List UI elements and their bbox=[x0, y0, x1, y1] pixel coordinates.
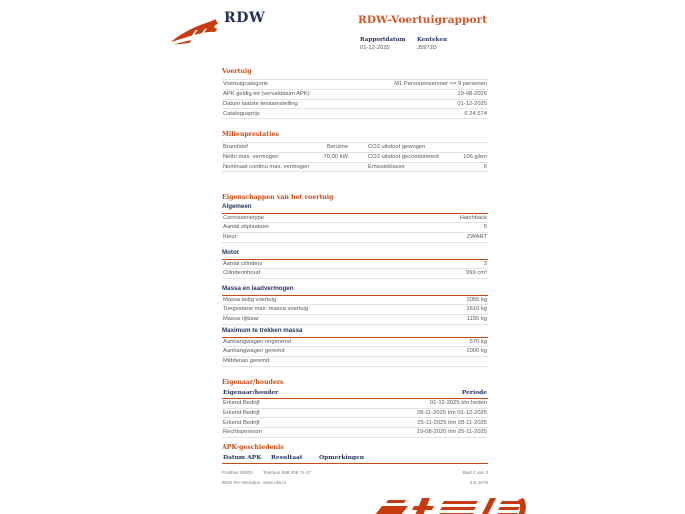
owner-cell: Erkend Bedrijf bbox=[223, 419, 260, 426]
row-label: Cilinderinhoud bbox=[223, 270, 261, 277]
footer-line bbox=[222, 468, 488, 478]
row-label: Netto max. vermogen bbox=[223, 153, 279, 160]
rdw-logo-icon bbox=[170, 17, 222, 45]
row-label: Toegestane max. massa voertuig bbox=[223, 306, 309, 313]
table-row bbox=[222, 223, 488, 233]
row-value: 106 g/km bbox=[463, 153, 487, 160]
trekken-table bbox=[222, 338, 488, 367]
row-value: 1000 kg bbox=[466, 348, 487, 355]
section-apk bbox=[222, 444, 488, 464]
footer-page-indicator: Blad 2 van 3 bbox=[462, 470, 488, 475]
row-value: M1 Personenvervoer <= 9 personen bbox=[394, 81, 487, 88]
column-header-remarks: Opmerkingen bbox=[319, 454, 365, 462]
row-label: Brandstof bbox=[223, 144, 248, 151]
row-label: Aanhangwagen geremd bbox=[223, 348, 285, 355]
section-heading: APK-geschiedenis bbox=[222, 444, 284, 451]
massa-table bbox=[222, 296, 488, 325]
row-label: Carrosserietype bbox=[223, 214, 264, 221]
table-row bbox=[222, 399, 488, 409]
column-header-owner: Eigenaar/houder bbox=[223, 389, 279, 397]
milieu-table bbox=[222, 142, 488, 172]
row-label: Datum laatste tenaamstelling bbox=[223, 100, 298, 107]
report-date-label: Rapportdatum bbox=[360, 37, 406, 43]
report-date-value: 01-12-2025 bbox=[360, 44, 390, 51]
table-row bbox=[222, 233, 488, 243]
table-row bbox=[222, 418, 488, 428]
column-header-result: Resultaat bbox=[271, 454, 303, 462]
row-label: Aanhangwagen ongeremd bbox=[223, 338, 292, 345]
table-row bbox=[222, 357, 488, 367]
table-row bbox=[222, 90, 488, 100]
footer-line bbox=[222, 478, 488, 488]
row-label: APK geldig tot (vervaldatum APK) bbox=[223, 90, 310, 97]
rdw-speed-stripes-icon bbox=[374, 496, 527, 514]
period-cell: 01-12-2025 t/m heden bbox=[429, 399, 487, 406]
footer-address-line1: Postbus 30000 bbox=[222, 470, 253, 475]
row-value: Benzine bbox=[327, 144, 348, 151]
subsection-heading: Motor bbox=[222, 249, 488, 260]
section-milieuprestaties bbox=[222, 131, 488, 172]
motor-table bbox=[222, 260, 488, 280]
row-value: 570 kg bbox=[469, 338, 487, 345]
row-label: Nominaal continu max. vermogen bbox=[223, 163, 310, 170]
subsection-heading: Algemeen bbox=[222, 203, 488, 214]
table-row bbox=[222, 80, 488, 90]
row-value: 999 cm³ bbox=[466, 270, 487, 277]
section-voertuig bbox=[222, 68, 488, 119]
table-row bbox=[222, 315, 488, 325]
voertuig-table bbox=[222, 79, 488, 119]
row-value: 1610 kg bbox=[466, 306, 487, 313]
section-eigenaar bbox=[222, 379, 488, 438]
report-date-block bbox=[360, 37, 406, 51]
section-heading: Eigenaar/houders bbox=[222, 379, 284, 386]
row-label: CO2 uitstoot gecombineerd bbox=[368, 153, 439, 160]
subsection-trekken bbox=[222, 327, 488, 367]
row-value: ZWART bbox=[466, 234, 487, 241]
license-plate-block bbox=[417, 37, 447, 51]
row-value: 3 bbox=[483, 260, 487, 267]
period-cell: 25-11-2025 t/m 28-11-2025 bbox=[417, 419, 487, 426]
footer-phone: Telefoon 088 008 74 47 bbox=[263, 470, 312, 475]
subsection-heading: Massa en laadvermogen bbox=[222, 285, 488, 296]
row-label: Middenas geremd bbox=[223, 358, 270, 365]
row-label: Aantal cilinders bbox=[223, 260, 263, 267]
column-header-period: Periode bbox=[461, 389, 487, 397]
license-plate-value: J597JD bbox=[417, 44, 437, 51]
table-row bbox=[222, 260, 488, 270]
table-row bbox=[222, 347, 488, 357]
table-row bbox=[222, 100, 488, 110]
table-row bbox=[222, 143, 488, 153]
table-row bbox=[222, 428, 488, 438]
row-value: € 24.574 bbox=[464, 110, 487, 117]
period-cell: 28-11-2025 t/m 01-12-2025 bbox=[416, 409, 487, 416]
period-cell: 19-08-2020 t/m 25-11-2025 bbox=[416, 429, 487, 436]
section-eigenschappen-heading bbox=[222, 194, 488, 201]
row-value: 6 bbox=[483, 163, 487, 170]
license-plate-label: Kenteken bbox=[417, 37, 448, 43]
apk-table-header bbox=[222, 454, 488, 464]
page-title: RDW-Voertuigrapport bbox=[358, 14, 488, 26]
row-label: Massa rijklaar bbox=[223, 316, 259, 323]
row-value: 19-08-2026 bbox=[457, 90, 487, 97]
footer-website: www.rdw.nl bbox=[263, 480, 286, 485]
section-heading: Eigenschappen van het voertuig bbox=[222, 194, 334, 201]
owner-table bbox=[222, 399, 488, 438]
row-label: Catalogusprijs bbox=[223, 110, 260, 117]
subsection-massa bbox=[222, 285, 488, 325]
owner-cell: Erkend Bedrijf bbox=[223, 399, 260, 406]
row-label: Massa ledig voertuig bbox=[223, 296, 277, 303]
table-row bbox=[222, 163, 488, 173]
table-row bbox=[222, 269, 488, 279]
owner-table-header bbox=[222, 389, 488, 399]
section-heading: Voertuig bbox=[222, 68, 252, 75]
footer-address-line2: 9640 RA Veendam bbox=[222, 480, 261, 485]
table-row bbox=[222, 338, 488, 348]
subsection-heading: Maximum te trekken massa bbox=[222, 327, 488, 338]
section-heading: Milieuprestaties bbox=[222, 131, 279, 138]
row-label: Kleur bbox=[223, 234, 237, 241]
row-value: 1055 kg bbox=[466, 296, 487, 303]
table-row bbox=[222, 305, 488, 315]
table-row bbox=[222, 153, 488, 163]
row-label: Aantal zitplaatsen bbox=[223, 224, 269, 231]
row-value: 1155 kg bbox=[466, 316, 487, 323]
table-row bbox=[222, 409, 488, 419]
rdw-wordmark: RDW bbox=[224, 10, 266, 26]
row-label: Emissieklasse bbox=[368, 163, 405, 170]
subsection-motor bbox=[222, 249, 488, 279]
table-row bbox=[222, 109, 488, 119]
footer-form-code: 3 E 1679 bbox=[469, 480, 488, 485]
owner-cell: Rechtspersoon bbox=[223, 429, 262, 436]
owner-cell: Erkend Bedrijf bbox=[223, 409, 260, 416]
row-value: 5 bbox=[483, 224, 487, 231]
row-value: 01-12-2025 bbox=[457, 100, 487, 107]
page-footer bbox=[222, 468, 488, 488]
table-row bbox=[222, 214, 488, 224]
row-value: 70,00 kW bbox=[323, 153, 348, 160]
row-label: Voertuigcategorie bbox=[223, 81, 269, 88]
row-value: Hatchback bbox=[459, 214, 487, 221]
algemeen-table bbox=[222, 214, 488, 243]
row-label: CO2 uitstoot gewogen bbox=[368, 144, 426, 151]
table-row bbox=[222, 296, 488, 306]
subsection-algemeen bbox=[222, 203, 488, 243]
column-header-date: Datum APK bbox=[223, 454, 262, 462]
